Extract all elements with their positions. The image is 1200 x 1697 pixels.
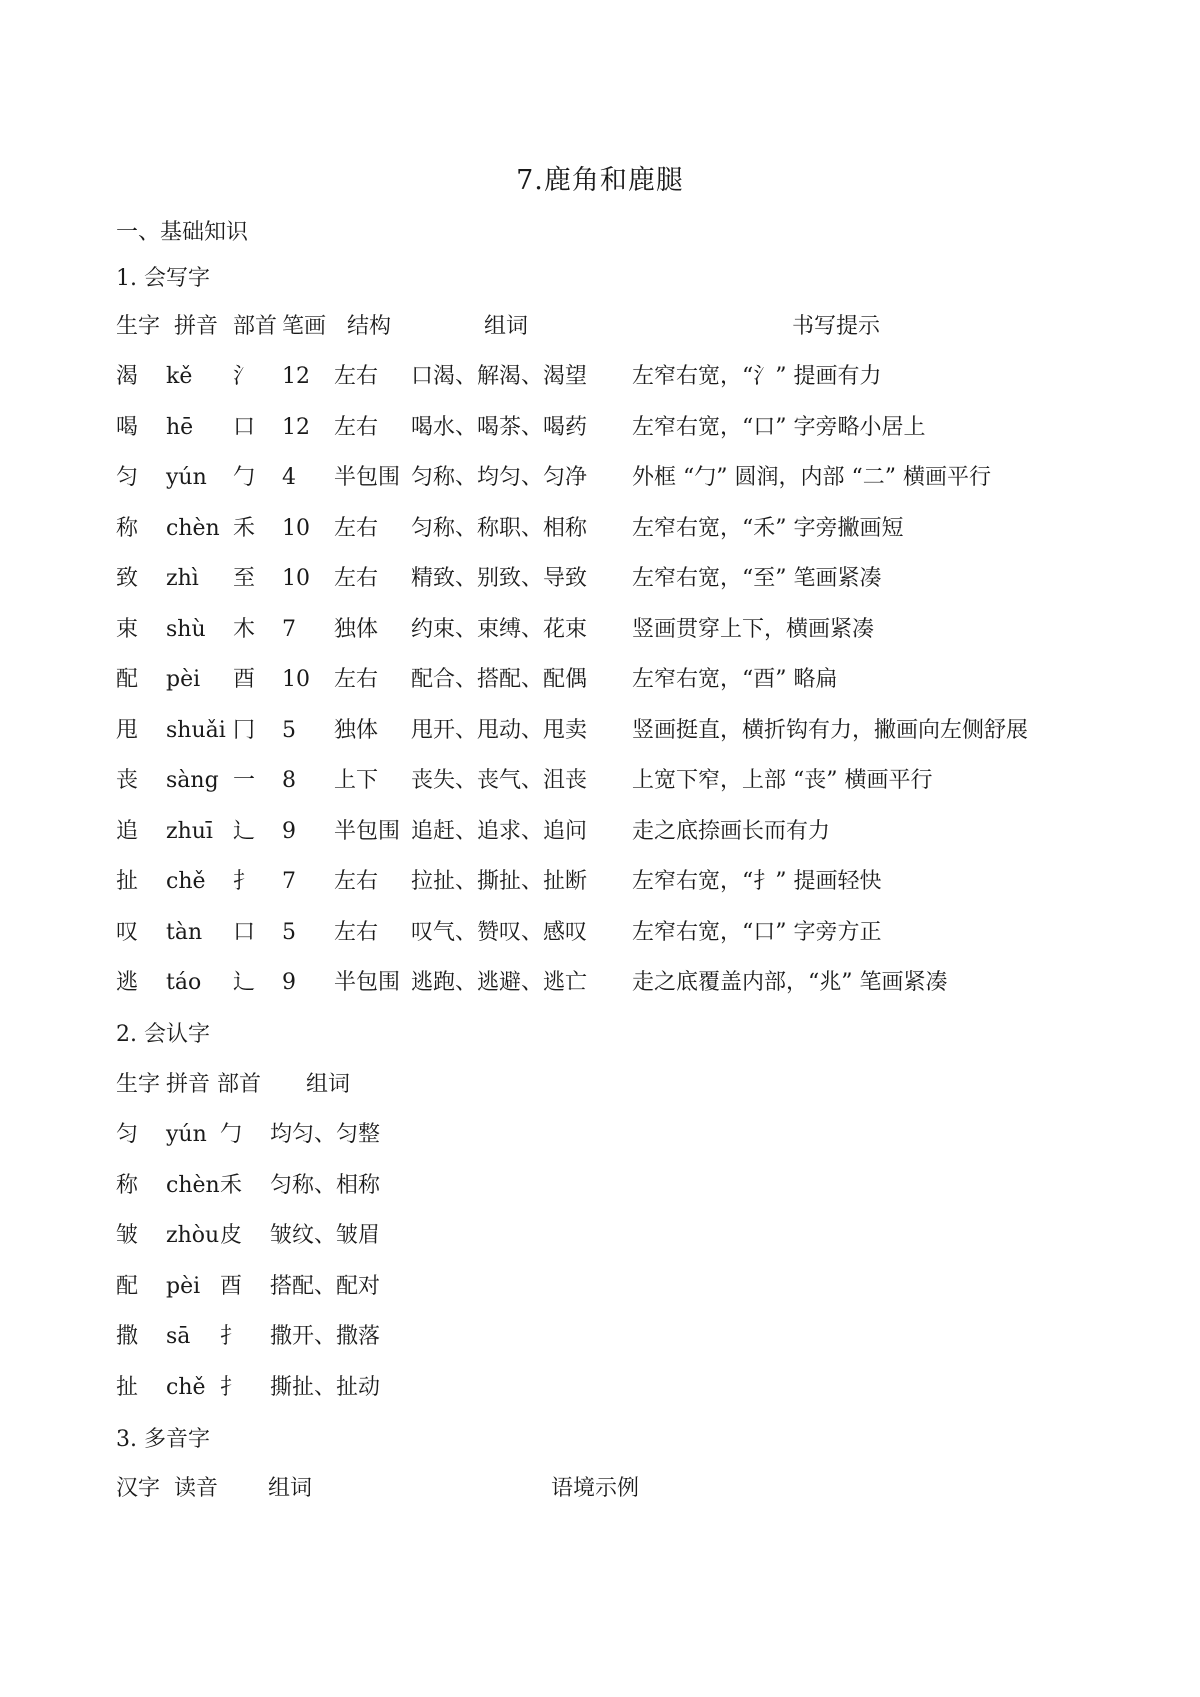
recognize-table-row	[0, 1171, 1200, 1201]
cell-char: 匀	[116, 465, 139, 490]
header-char: 生字	[116, 1072, 161, 1097]
cell-char: 配	[116, 1273, 139, 1299]
cell-radical: 至	[233, 566, 256, 591]
cell-strokes: 9	[282, 818, 296, 844]
write-table-row	[0, 514, 1200, 544]
cell-radical: 辶	[233, 818, 256, 844]
cell-words: 撒开、撒落	[270, 1324, 381, 1349]
cell-words: 叹气、赞叹、感叹	[411, 919, 588, 945]
cell-tip: 左窄右宽，“至” 笔画紧凑	[632, 566, 882, 591]
cell-radical: 禾	[233, 515, 256, 541]
cell-strokes: 7	[282, 869, 296, 894]
write-table-header	[0, 312, 1200, 342]
cell-radical: 勹	[233, 465, 256, 490]
cell-pinyin: yún	[166, 1122, 207, 1147]
cell-structure: 半包围	[334, 818, 401, 844]
cell-pinyin: chèn	[166, 1172, 220, 1198]
header-words: 组词	[306, 1072, 351, 1097]
cell-pinyin: chě	[166, 1374, 206, 1400]
part1-heading: 1. 会写字	[116, 266, 210, 291]
cell-pinyin: shù	[166, 616, 206, 642]
cell-radical: 勹	[220, 1122, 243, 1147]
recognize-table-row	[0, 1373, 1200, 1403]
page-title: 7.鹿角和鹿腿	[516, 165, 684, 196]
cell-char: 渴	[116, 364, 139, 389]
header-words: 组词	[268, 1476, 313, 1501]
cell-tip: 走之底覆盖内部，“兆” 笔画紧凑	[632, 970, 948, 995]
cell-pinyin: zhuī	[166, 818, 213, 844]
cell-strokes: 4	[282, 465, 296, 490]
cell-pinyin: tàn	[166, 919, 203, 945]
cell-strokes: 10	[282, 566, 310, 591]
cell-radical: 口	[233, 919, 256, 945]
cell-strokes: 9	[282, 970, 296, 995]
write-table-row	[0, 463, 1200, 493]
cell-radical: 酉	[233, 667, 256, 692]
cell-words: 配合、搭配、配偶	[411, 667, 588, 692]
cell-tip: 上宽下窄，上部 “丧” 横画平行	[632, 768, 933, 793]
cell-char: 叹	[116, 919, 139, 945]
cell-pinyin: sàng	[166, 768, 219, 793]
cell-char: 逃	[116, 970, 139, 995]
cell-words: 拉扯、撕扯、扯断	[411, 869, 588, 894]
write-table-row	[0, 918, 1200, 948]
cell-tip: 外框 “勹” 圆润，内部 “二” 横画平行	[632, 465, 991, 490]
header-example: 语境示例	[551, 1476, 640, 1501]
header-structure: 结构	[347, 314, 392, 339]
cell-char: 撒	[116, 1324, 139, 1349]
recognize-table-header	[0, 1070, 1200, 1100]
cell-structure: 半包围	[334, 465, 401, 490]
cell-tip: 左窄右宽，“酉” 略扁	[632, 667, 838, 692]
cell-words: 喝水、喝茶、喝药	[411, 414, 588, 440]
cell-radical: 口	[233, 414, 256, 440]
header-words: 组词	[484, 314, 529, 339]
part3-heading: 3. 多音字	[116, 1427, 210, 1452]
write-table-row	[0, 766, 1200, 796]
header-pinyin: 拼音	[166, 1072, 211, 1097]
cell-radical: 扌	[233, 869, 256, 894]
cell-radical: 禾	[220, 1172, 243, 1198]
cell-words: 搭配、配对	[270, 1273, 381, 1299]
cell-char: 扯	[116, 869, 139, 894]
cell-radical: 扌	[220, 1324, 243, 1349]
cell-pinyin: sā	[166, 1324, 191, 1349]
cell-words: 匀称、相称	[270, 1172, 381, 1198]
header-pinyin: 拼音	[174, 314, 219, 339]
cell-pinyin: pèi	[166, 667, 201, 692]
cell-words: 甩开、甩动、甩卖	[411, 717, 588, 743]
cell-structure: 左右	[334, 919, 379, 945]
cell-words: 撕扯、扯动	[270, 1374, 381, 1400]
cell-structure: 左右	[334, 515, 379, 541]
cell-char: 配	[116, 667, 139, 692]
header-radical: 部首	[233, 314, 278, 339]
recognize-table-row	[0, 1272, 1200, 1302]
cell-pinyin: táo	[166, 970, 202, 995]
cell-structure: 独体	[334, 717, 379, 743]
write-table-row	[0, 968, 1200, 998]
cell-strokes: 12	[282, 414, 310, 440]
write-table-row	[0, 362, 1200, 392]
recognize-table-row	[0, 1120, 1200, 1150]
cell-char: 喝	[116, 414, 139, 440]
cell-radical: 冂	[233, 717, 256, 743]
cell-radical: 辶	[233, 970, 256, 995]
cell-char: 称	[116, 1172, 139, 1198]
header-tips: 书写提示	[792, 314, 881, 339]
cell-char: 匀	[116, 1122, 139, 1147]
write-table-row	[0, 413, 1200, 443]
cell-char: 致	[116, 566, 139, 591]
cell-tip: 左窄右宽，“口” 字旁略小居上	[632, 414, 926, 440]
cell-tip: 走之底捺画长而有力	[632, 818, 831, 844]
cell-words: 口渴、解渴、渴望	[411, 364, 588, 389]
cell-structure: 独体	[334, 616, 379, 642]
recognize-table-row	[0, 1322, 1200, 1352]
cell-pinyin: chě	[166, 869, 206, 894]
cell-char: 束	[116, 616, 139, 642]
cell-words: 均匀、匀整	[270, 1122, 381, 1147]
section-heading-basics: 一、基础知识	[116, 220, 249, 245]
cell-strokes: 10	[282, 667, 310, 692]
cell-pinyin: zhì	[166, 566, 199, 591]
cell-pinyin: chèn	[166, 515, 220, 541]
cell-char: 丧	[116, 768, 139, 793]
cell-tip: 竖画贯穿上下，横画紧凑	[632, 616, 875, 642]
cell-words: 追赶、追求、追问	[411, 818, 588, 844]
write-table-row	[0, 665, 1200, 695]
header-radical: 部首	[217, 1072, 262, 1097]
cell-words: 丧失、丧气、沮丧	[411, 768, 588, 793]
cell-strokes: 7	[282, 616, 296, 642]
cell-tip: 左窄右宽，“口” 字旁方正	[632, 919, 882, 945]
cell-words: 逃跑、逃避、逃亡	[411, 970, 588, 995]
cell-tip: 左窄右宽，“氵” 提画有力	[632, 364, 882, 389]
cell-words: 精致、别致、导致	[411, 566, 588, 591]
write-table-row	[0, 817, 1200, 847]
cell-radical: 酉	[220, 1273, 243, 1299]
cell-char: 称	[116, 515, 139, 541]
header-reading: 读音	[174, 1476, 219, 1501]
header-char: 生字	[116, 314, 161, 339]
cell-tip: 左窄右宽，“禾” 字旁撇画短	[632, 515, 904, 541]
write-table-row	[0, 716, 1200, 746]
cell-structure: 左右	[334, 414, 379, 440]
cell-radical: 一	[233, 768, 256, 793]
write-table-row	[0, 615, 1200, 645]
cell-words: 匀称、均匀、匀净	[411, 465, 588, 490]
cell-tip: 竖画挺直，横折钩有力，撇画向左侧舒展	[632, 717, 1029, 743]
cell-pinyin: zhòu	[166, 1223, 220, 1248]
header-hanzi: 汉字	[116, 1476, 161, 1501]
cell-radical: 木	[233, 616, 256, 642]
cell-char: 甩	[116, 717, 139, 743]
cell-tip: 左窄右宽，“扌” 提画轻快	[632, 869, 882, 894]
cell-pinyin: pèi	[166, 1273, 201, 1299]
write-table-row	[0, 564, 1200, 594]
cell-radical: 扌	[220, 1374, 243, 1400]
recognize-table-row	[0, 1221, 1200, 1251]
cell-char: 扯	[116, 1374, 139, 1400]
cell-structure: 左右	[334, 869, 379, 894]
header-strokes: 笔画	[282, 314, 327, 339]
cell-char: 追	[116, 818, 139, 844]
cell-pinyin: shuǎi	[166, 717, 226, 743]
cell-pinyin: kě	[166, 364, 193, 389]
polyphone-table-header	[0, 1474, 1200, 1504]
cell-words: 皱纹、皱眉	[270, 1223, 381, 1248]
cell-char: 皱	[116, 1223, 139, 1248]
cell-structure: 左右	[334, 364, 379, 389]
cell-radical: 皮	[220, 1223, 243, 1248]
cell-strokes: 12	[282, 364, 310, 389]
cell-structure: 左右	[334, 667, 379, 692]
cell-radical: 氵	[233, 364, 256, 389]
cell-strokes: 5	[282, 717, 296, 743]
cell-structure: 上下	[334, 768, 379, 793]
cell-pinyin: hē	[166, 414, 194, 440]
write-table-row	[0, 867, 1200, 897]
cell-structure: 半包围	[334, 970, 401, 995]
cell-words: 匀称、称职、相称	[411, 515, 588, 541]
cell-pinyin: yún	[166, 465, 207, 490]
cell-strokes: 5	[282, 919, 296, 945]
cell-strokes: 10	[282, 515, 310, 541]
cell-words: 约束、束缚、花束	[411, 616, 588, 642]
part2-heading: 2. 会认字	[116, 1022, 210, 1047]
cell-structure: 左右	[334, 566, 379, 591]
cell-strokes: 8	[282, 768, 296, 793]
